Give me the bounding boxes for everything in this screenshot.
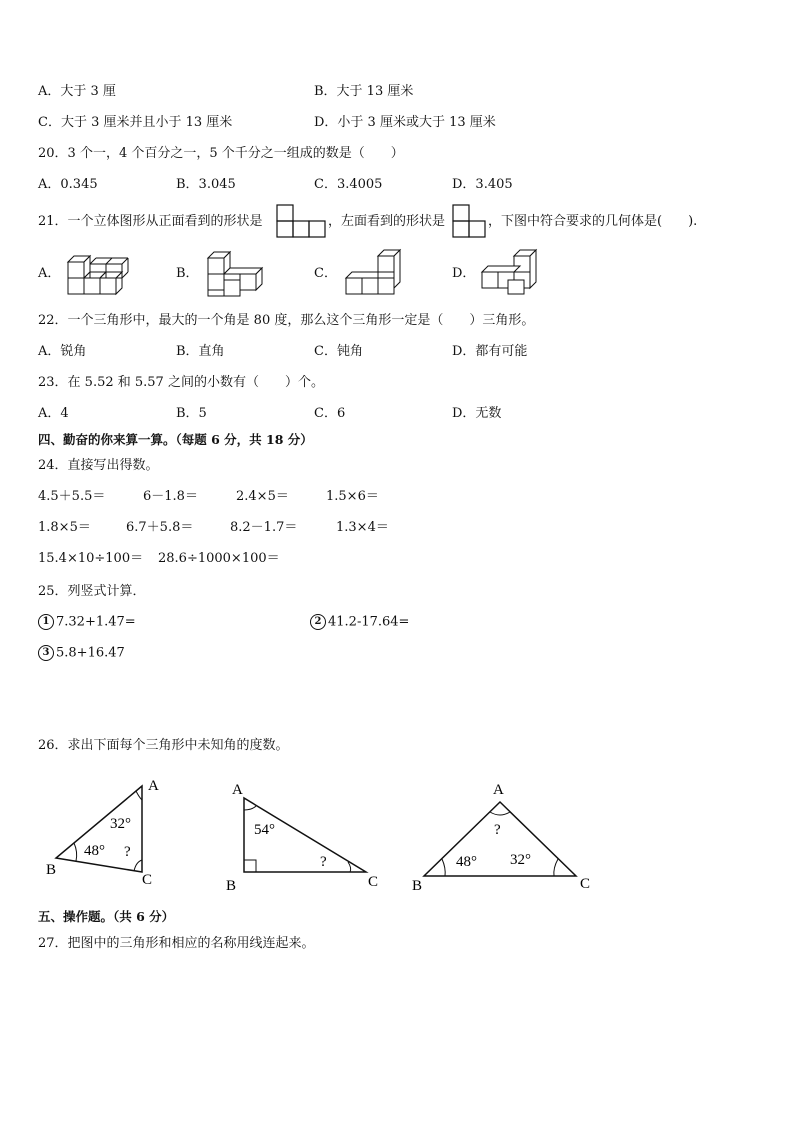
triangle-2 (224, 774, 390, 894)
q25-item-3 (38, 645, 125, 662)
q22-option-b: B．直角 (176, 344, 225, 359)
tri3-angle-c: 32° (510, 852, 531, 868)
q25-item-1 (38, 614, 136, 631)
tri2-vertex-a: A (232, 782, 243, 798)
tri1-vertex-a: A (148, 778, 159, 794)
q23-option-b: B．5 (176, 406, 207, 421)
triangle-1 (40, 772, 180, 890)
q27-stem: 27．把图中的三角形和相应的名称用线连起来。 (38, 936, 315, 951)
cube-figure-d (478, 248, 542, 298)
q20-option-d: D．3.405 (452, 177, 513, 192)
q25-expr-3: 5.8+16.47 (56, 645, 125, 661)
q19-option-d: D．小于 3 厘米或大于 13 厘米 (314, 115, 496, 130)
q20-option-c: C．3.4005 (314, 177, 383, 192)
q26-stem: 26．求出下面每个三角形中未知角的度数。 (38, 738, 289, 753)
cube-figure-a (64, 250, 136, 296)
tri2-vertex-c: C (368, 874, 379, 890)
tri3-vertex-b: B (412, 878, 423, 894)
q24-stem: 24．直接写出得数。 (38, 458, 159, 473)
q23-option-d: D．无数 (452, 406, 502, 421)
q24-item: 6.7＋5.8＝ (126, 520, 194, 535)
left-view-figure (452, 204, 488, 238)
q22-stem: 22．一个三角形中，最大的一个角是 80 度，那么这个三角形一定是（ ）三角形。 (38, 313, 535, 328)
circled-number-1: 1 (38, 614, 54, 630)
q24-item: 1.5×6＝ (326, 489, 379, 504)
tri2-angle-a: 54° (254, 822, 275, 838)
tri2-vertex-b: B (226, 878, 237, 894)
front-view-figure (276, 204, 328, 238)
q25-expr-1: 7.32+1.47= (56, 614, 136, 630)
q19-option-a: A．大于 3 厘 (38, 84, 116, 99)
q20-stem: 20．3 个一，4 个百分之一，5 个千分之一组成的数是（ ） (38, 146, 404, 161)
q24-item: 28.6÷1000×100＝ (158, 551, 280, 566)
q21-stem-part2: ，左面看到的形状是 (328, 214, 446, 229)
q25-item-2 (310, 614, 409, 631)
q25-expr-2: 41.2-17.64= (328, 614, 410, 630)
tri3-angle-b: 48° (456, 854, 477, 870)
circled-number-3: 3 (38, 645, 54, 661)
tri1-vertex-b: B (46, 862, 57, 878)
section-4-title: 四、勤奋的你来算一算。（每题 6 分，共 18 分） (38, 432, 313, 447)
q24-item: 1.8×5＝ (38, 520, 91, 535)
q20-option-b: B．3.045 (176, 177, 236, 192)
tri1-vertex-c: C (142, 872, 153, 888)
q24-item: 6－1.8＝ (143, 489, 198, 504)
q22-option-a: A．锐角 (38, 344, 87, 359)
q20-option-a: A．0.345 (38, 177, 98, 192)
q19-option-c: C．大于 3 厘米并且小于 13 厘米 (38, 115, 233, 130)
q21-option-c: C． (314, 266, 337, 281)
q24-item: 4.5＋5.5＝ (38, 489, 106, 504)
cube-figure-b (202, 250, 270, 298)
q22-option-c: C．钝角 (314, 344, 363, 359)
q23-stem: 23．在 5.52 和 5.57 之间的小数有（ ）个。 (38, 375, 324, 390)
q21-stem-part1: 21．一个立体图形从正面看到的形状是 (38, 214, 263, 229)
q24-item: 8.2－1.7＝ (230, 520, 298, 535)
tri2-unknown-angle: ? (320, 854, 327, 870)
q23-option-a: A．4 (38, 406, 69, 421)
tri1-unknown-angle: ? (124, 844, 131, 860)
q24-item: 1.3×4＝ (336, 520, 389, 535)
circled-number-2: 2 (310, 614, 326, 630)
tri3-vertex-a: A (493, 782, 504, 798)
q24-item: 2.4×5＝ (236, 489, 289, 504)
q19-option-b: B．大于 13 厘米 (314, 84, 414, 99)
q23-option-c: C．6 (314, 406, 346, 421)
q21-option-a: A． (38, 266, 61, 281)
q21-stem-part3: ，下图中符合要求的几何体是( ). (488, 214, 698, 229)
tri3-unknown-angle: ? (494, 822, 501, 838)
tri1-angle-a: 32° (110, 816, 131, 832)
section-5-title: 五、操作题。（共 6 分） (38, 909, 175, 924)
tri1-angle-b: 48° (84, 843, 105, 859)
cube-figure-c (340, 248, 406, 298)
q21-option-d: D． (452, 266, 476, 281)
q24-item: 15.4×10÷100＝ (38, 551, 144, 566)
q25-stem: 25．列竖式计算． (38, 584, 146, 599)
tri3-vertex-c: C (580, 876, 591, 892)
triangle-3 (408, 778, 602, 894)
q21-option-b: B． (176, 266, 199, 281)
q22-option-d: D．都有可能 (452, 344, 528, 359)
